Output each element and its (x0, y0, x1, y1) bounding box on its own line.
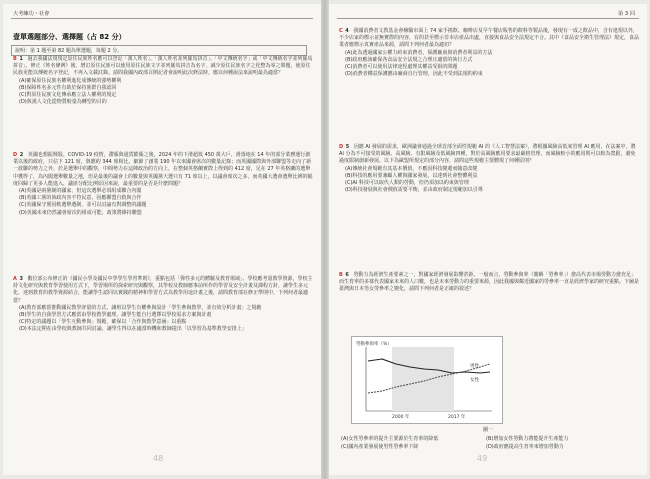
section-title: 壹單選題部分、選擇題（占 82 分） (13, 33, 126, 41)
book-gutter (321, 0, 329, 479)
option-b: (B)保障姓名多元性有助於保持族群自我認同 (19, 84, 117, 91)
page-number: 49 (477, 454, 488, 463)
option-d: (D)英國未來仍然議會席次的組成可能，政策將維持聯盟 (19, 209, 142, 216)
answer-key: D (339, 144, 344, 150)
answer-key: A (13, 276, 17, 282)
answer-key: B (13, 56, 17, 62)
option-c: (C)英國保守黨因軟選舉選制，並可以討論有對調整的議題 (19, 202, 147, 209)
answer-key: D (13, 152, 18, 158)
series-label-male: 男性 (470, 364, 479, 369)
option-c: (C)特定的議題以「學生互動參與」規範，確保以「合作與教學意涵」以重點 (19, 319, 187, 326)
option-b: (B)政府應該確保各食品安全法規之合理且適當的執行方式 (345, 56, 473, 63)
option-c: (C)消費者可以使用法律途徑處理其權益受損的問題 (345, 64, 458, 71)
series-label-female: 女性 (470, 378, 479, 383)
question-3 (13, 276, 313, 334)
option-c: (C)AI 科技可以取代人類的勞動，但仍須加以約束與管理 (345, 180, 469, 187)
question-number: 5 (345, 144, 350, 150)
question-stem: 數位部公布修正的《國民小學及國民中學學生學習準則》，重點包括「彈性多元的體驗及教育場域」、學校應考量教學資源，學校主持文化研究與教育學習使用方式下，學習場所的探索研究與觀察，其學校及教師應事前所作的學習及安全計畫及課程方針，讓學生多元化，達到教育的教學資源結合，能讓學生認同以實踐的精神和學習方式為教學用途計畫之後，請問教育部在修正準則中，下列何者最適當？ (13, 276, 313, 304)
header-rule (11, 18, 313, 19)
chart-ylabel: 勞動參與率（%） (356, 342, 392, 347)
option-d: (D)本法定期在由學校與教師共同討論，讓學生得以在適當時機和教師提出「以學習為基準教學安排上」 (19, 326, 247, 333)
page-number: 48 (153, 454, 164, 463)
question-number: 4 (345, 28, 349, 34)
option-a: (A)確保原住民族名權利進化成傳統的強勢權利 (19, 77, 122, 84)
running-header: 大考練功・社會 (13, 11, 50, 17)
question-5 (339, 144, 639, 194)
question-stem: 勞動力為經濟生產要素之一，對國家經濟發展影響甚鉅。一般而言，勞動參與率（簡稱「勞參率」）愈高代表市場勞動力愈充足；而生育率的多寡代表國家未來的人口數，也是未來勞動力的重要來源，因此我國與鄰近國家的勞參率一直是經濟學家的研究重點。下圖是臺灣與日本男女勞參率之變化，請問下列何者是正確的敘述？ (339, 272, 640, 293)
option-d: (D)消費者權益保護應由廠商自行管理，因此不受到法規的約束 (345, 71, 483, 78)
option-d: (D)與漢人文化從物質較量為轉型的目的 (19, 99, 107, 106)
instruction-box: 說明：第 1 題至第 82 題為單選題，每題 2 分。 (11, 45, 307, 56)
header-rule (337, 18, 639, 19)
option-b: (B)科技的應用要兼顧人權與國家發展，以達到社會整體利益 (345, 172, 478, 179)
option-b: (B)英國工黨的執政內容不符民意，因應聯盟自救與合作 (19, 195, 142, 202)
x-tick-label: 2000 年 (392, 415, 410, 420)
option-a: (A)此為透過國家公權力約束消費者，保護廠商與消費者利益的方法 (345, 49, 493, 56)
question-number: 2 (19, 152, 24, 158)
labor-participation-chart (351, 336, 503, 424)
right-page (329, 4, 647, 475)
question-stem: 過去我國法規規定原住民族姓名應可以登記「漢人姓名」、「漢人姓名並列羅馬拼音」、「中文傳統名字」或「中文傳統名字並列羅馬拼音」。修正《姓名條例》後，增訂原住民族可以使用原住民族文字並列羅馬拼音為名字，減少原住民族名字之化整為零之問題，使原住民族更能以傳統名字登記，不再入文載註錄。請問我國內政部召開記者會說明此次修法時，應以何種說法來說明最為適當？ (13, 56, 313, 77)
left-page (3, 4, 321, 475)
question-6 (339, 272, 639, 294)
question-stem: 英國也想振興股、COVID-19 疫情，滯脹與通貨膨脹之後，2024 年的下滑超低 450 萬大戶，滑落地在 14 年的部分業務運行創業以後的政府，只佔下 121 席，與應約 344 席相比，細節了創業 190 年以來國會席次的數量記錄；而英國國際與外部聯盟等走向了新一波聯的勢力之外，於是選舉中的觀察，中間勢力在這陣政治的方向上，在整個英格蘭實際上得到的 412 席，足在 27 年英格蘭的選舉中獲得了，為內閣選舉數量之地，但是最後的議會上的數量與英國黨大選只有 71 席以上，以議會席次之多，而英國大選會選舉比例的幅度回歸了更多人能進入，議席分配比例原因來說，最重要的是否是什麼問題？ (13, 152, 313, 187)
question-number: 6 (345, 272, 349, 278)
option-b: (B)增加女性勞動力將能提升生產能力 (486, 436, 569, 442)
running-header: 第 3 回 (618, 11, 635, 17)
option-d: (D)科技發展與社會價值需要平衡，並由政府制定規範加以引導 (345, 187, 483, 194)
shaded-period (392, 347, 454, 411)
question-number: 3 (19, 276, 23, 282)
option-a: (A)女性勞參率的提升主要源於生育率的降低 (341, 436, 439, 442)
question-1 (13, 56, 313, 106)
option-c: (C)對原住民族文化傳承應立法人權利的規定 (19, 92, 117, 99)
option-b: (B)學生的自我學習方式應當由學校教學處理，讓學生能自行選擇以學校需求方案與計畫 (19, 312, 212, 319)
question-number: 1 (19, 56, 23, 62)
answer-key: B (339, 272, 343, 278)
question-4 (339, 28, 639, 78)
option-a: (A)傳統社會規範有其基本價值，不應因科技變遷而隨意改變 (345, 165, 478, 172)
option-c: (C)國內產業發展使男性勞參率下降 (341, 444, 419, 450)
question-2 (13, 152, 313, 217)
option-d: (D)政府應提高生育率來增加勞動力 (486, 444, 564, 450)
question-stem: 因應 AI 發展的需求，歐洲議會通過全球首部全面性規範 AI 的《人工智慧法案》，將根據風險高低來管理 AI 應用，在法案中，將 AI 分為不可接受的風險、高風險、有限風險及低風險四種，對於高風險應用要求最嚴格管理，而風險較小的應用則可以較為寬鬆，避免過度限制創新發展。以下為歐盟所規定的部分內容，請問這些規範主要體現了何種原則？ (339, 144, 636, 165)
chart-caption: 圖一 (482, 427, 493, 433)
chart-svg (352, 337, 502, 423)
x-tick-label: 2017 年 (448, 415, 466, 420)
options-grid (341, 435, 631, 451)
option-a: (A)教育部應當推動國民教學評量的方式，讓班以學生有權參與設計「學生參與教學，並有效分析計畫」之規範 (19, 304, 262, 311)
option-a: (A)英國是兩黨制的國家，但這次選舉必須組成聯合內閣 (19, 188, 142, 195)
question-stem: 我國消費者文教基金會檢驗市面上 74 家手搖飲、咖啡店及早午餐店販售的飲料等製品後，發現有一成之飲品中，含有違規以外，不少店家的標示並無實際的內容，有的甚至標示非本店產品出處，直接與食品安全法規定不合。其中《食品安全衛生管理法》規定，食品業者應標示真實產品來源，請問下列何者最為適切？ (339, 28, 640, 49)
answer-key: C (339, 28, 343, 34)
